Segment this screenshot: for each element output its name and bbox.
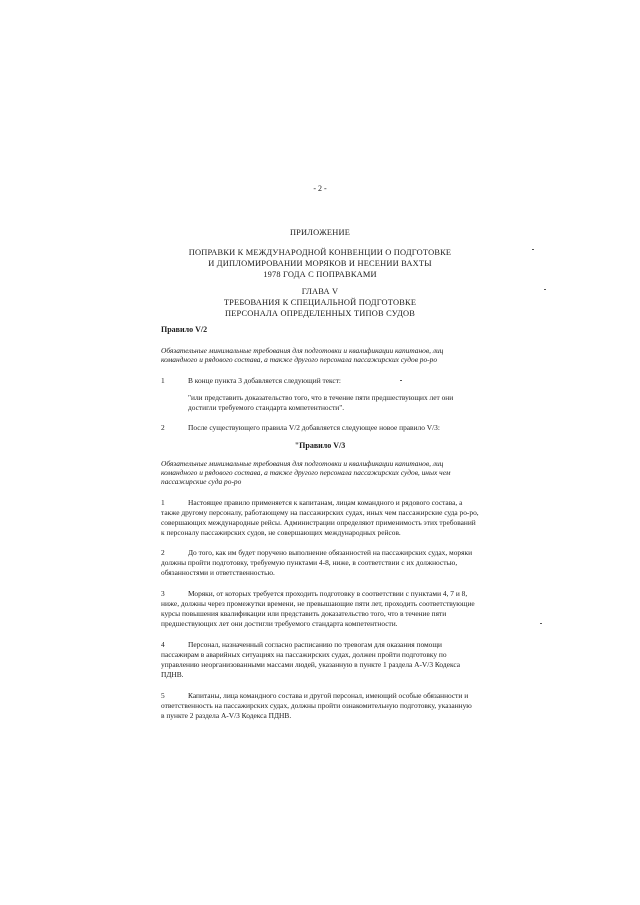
paragraph-line: ниже, должны через промежутки времени, не превышающие пяти лет, проходить соответствующие xyxy=(161,599,475,608)
amendments-title-line: И ДИПЛОМИРОВАНИИ МОРЯКОВ И НЕСЕНИИ ВАХТЫ xyxy=(208,259,432,268)
paragraph-number: 5 xyxy=(161,691,165,700)
page-number: - 2 - xyxy=(313,184,327,193)
paragraph-line: совершающих международные рейсы. Администрации определяют применимость этих требований xyxy=(161,518,476,527)
amendments-title-line: 1978 ГОДА С ПОПРАВКАМИ xyxy=(263,270,377,279)
paragraph-number: 2 xyxy=(161,548,165,557)
paragraph-number: 3 xyxy=(161,589,165,598)
rule-v3-subtitle-line: командного и рядового состава, а также другого персонала пассажирских судов, иных чем xyxy=(161,468,451,477)
paragraph-line: Персонал, назначенный согласно расписанию по тревогам для оказания помощи xyxy=(188,640,443,649)
rule-v2-subtitle-line: Обязательные минимальные требования для подготовки и квалификации капитанов, лиц xyxy=(161,346,444,355)
paragraph-line: в пункте 2 раздела A-V/3 Кодекса ПДНВ. xyxy=(161,711,292,720)
paragraph-line: должны пройти подготовку, требуемую пунктами 4-8, ниже, в соответствии с их должностью, xyxy=(161,558,458,567)
chapter-title-line: ПЕРСОНАЛА ОПРЕДЕЛЕННЫХ ТИПОВ СУДОВ xyxy=(224,309,416,318)
paragraph-line: пассажирам в аварийных ситуациях на пассажирских судах, должен пройти подготовку по xyxy=(161,650,447,659)
paragraph-line: также другому персоналу, работающему на пассажирских судах, иных чем пассажирские суда ро-ро, xyxy=(161,508,479,517)
paragraph-line: ПДНВ. xyxy=(161,670,184,679)
scan-speck xyxy=(540,623,542,624)
paragraph-line: курсы повышения квалификации или представить доказательство того, что в течение пяти xyxy=(161,609,447,618)
item-text: В конце пункта 3 добавляется следующий текст: xyxy=(188,376,341,385)
paragraph-line: управлению неорганизованными массами людей, указанную в пункте 1 раздела A-V/3 Кодекса xyxy=(161,660,461,669)
paragraph-line: Капитаны, лица командного состава и другой персонал, имеющий особые обязанности и xyxy=(188,691,469,700)
rule-v3-subtitle-line: пассажирские суда ро-ро xyxy=(161,477,242,486)
rule-v2-subtitle-line: командного и рядового состава, а также другого персонала пассажирских судов ро-ро xyxy=(161,355,438,364)
quoted-text-line: "или представить доказательство того, что в течение пяти предшествующих лет они xyxy=(188,393,454,402)
scan-speck xyxy=(400,380,402,381)
paragraph-line: предшествующих лет они достигли требуемого стандарта компетентности. xyxy=(161,619,398,628)
item-number: 2 xyxy=(161,423,165,432)
paragraph-line: обязанностями и ответственностью. xyxy=(161,568,275,577)
paragraph-line: ответственность на пассажирских судах, должны пройти ознакомительную подготовку, указанную xyxy=(161,701,472,710)
quoted-text-line: достигли требуемого стандарта компетентности". xyxy=(188,403,345,412)
paragraph-line: Настоящее правило применяется к капитанам, лицам командного и рядового состава, а xyxy=(188,498,463,507)
item-text: После существующего правила V/2 добавляется следующее новое правило V/3: xyxy=(188,423,440,432)
scan-speck xyxy=(532,249,534,250)
paragraph-number: 4 xyxy=(161,640,165,649)
item-number: 1 xyxy=(161,376,165,385)
paragraph-line: До того, как им будет поручено выполнение обязанностей на пассажирских судах, моряки xyxy=(188,548,473,557)
paragraph-number: 1 xyxy=(161,498,165,507)
paragraph-line: Моряки, от которых требуется проходить подготовку в соответствии с пунктами 4, 7 и 8, xyxy=(188,589,468,598)
paragraph-line: к персоналу пассажирских судов, не совершающих международных рейсов. xyxy=(161,528,401,537)
scan-speck xyxy=(544,289,546,290)
annex-title: ПРИЛОЖЕНИЕ xyxy=(289,228,351,237)
chapter-title-line: ТРЕБОВАНИЯ К СПЕЦИАЛЬНОЙ ПОДГОТОВКЕ xyxy=(223,298,417,307)
rule-v3-subtitle-line: Обязательные минимальные требования для подготовки и квалификации капитанов, лиц xyxy=(161,459,444,468)
chapter-number: ГЛАВА V xyxy=(301,287,339,296)
rule-v2-title: Правило V/2 xyxy=(161,325,208,334)
rule-v3-title: "Правило V/3 xyxy=(294,441,346,450)
amendments-title-line: ПОПРАВКИ К МЕЖДУНАРОДНОЙ КОНВЕНЦИИ О ПОДГОТОВКЕ xyxy=(188,248,452,257)
